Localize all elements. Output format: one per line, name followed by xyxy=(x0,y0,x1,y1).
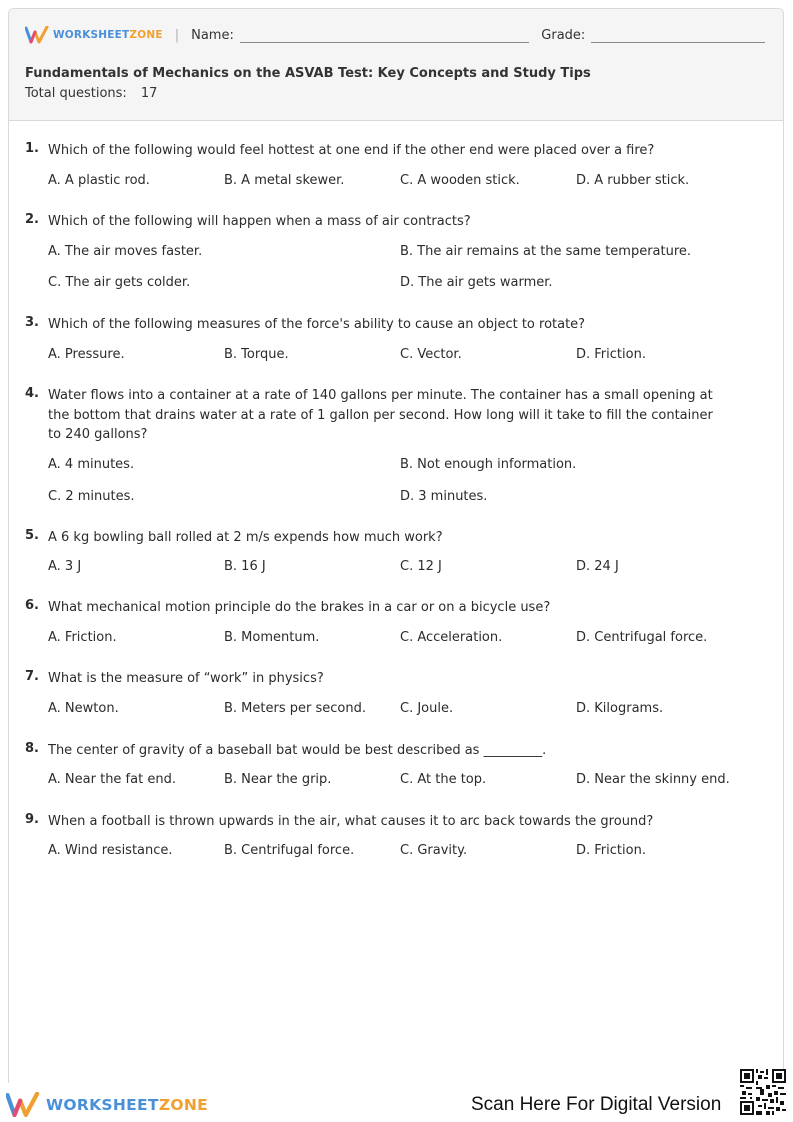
option-c[interactable]: C. 2 minutes. xyxy=(48,488,135,504)
name-field[interactable] xyxy=(240,28,529,43)
question-text: The center of gravity of a baseball bat would be best described as _________. xyxy=(48,743,547,758)
question-text: Water flows into a container at a rate of 140 gallons per minute. The container has a small opening at the bottom that drains water at a rate of 1 gallon per second. How long will it take to fill the container to 240 gallons? xyxy=(48,388,713,442)
brand-worksheet-text: WORKSHEET xyxy=(53,29,130,41)
option-b[interactable]: B. Momentum. xyxy=(224,629,320,645)
question-text: Which of the following measures of the force's ability to cause an object to rotate? xyxy=(48,317,586,332)
option-d[interactable]: D. A rubber stick. xyxy=(576,172,690,188)
question-text: What is the measure of “work” in physics? xyxy=(48,671,324,686)
option-c[interactable]: C. 12 J xyxy=(400,558,442,574)
question-number: 4. xyxy=(25,386,39,401)
option-c[interactable]: C. The air gets colder. xyxy=(48,274,191,290)
question-5 xyxy=(21,528,751,579)
question-number: 7. xyxy=(25,669,39,684)
option-d[interactable]: D. Friction. xyxy=(576,346,646,362)
question-number: 5. xyxy=(25,528,39,543)
brand-worksheet-text: WORKSHEET xyxy=(46,1096,159,1114)
question-7 xyxy=(21,669,751,721)
grade-field[interactable] xyxy=(591,28,765,43)
option-c[interactable]: C. Vector. xyxy=(400,346,462,362)
option-d[interactable]: D. Centrifugal force. xyxy=(576,629,708,645)
answer-options xyxy=(48,173,751,193)
worksheet-header xyxy=(9,9,783,121)
option-a[interactable]: A. The air moves faster. xyxy=(48,243,203,259)
option-d[interactable]: D. 3 minutes. xyxy=(400,488,488,504)
question-number: 8. xyxy=(25,741,39,756)
question-number: 3. xyxy=(25,315,39,330)
option-b[interactable]: B. Near the grip. xyxy=(224,771,332,787)
brand-zone-text: ZONE xyxy=(129,29,163,41)
question-number: 6. xyxy=(25,598,39,613)
option-d[interactable]: D. Kilograms. xyxy=(576,700,664,716)
option-a[interactable]: A. Pressure. xyxy=(48,346,125,362)
option-a[interactable]: A. Friction. xyxy=(48,629,117,645)
option-b[interactable]: B. A metal skewer. xyxy=(224,172,345,188)
option-c[interactable]: C. At the top. xyxy=(400,771,487,787)
answer-options xyxy=(48,772,751,792)
brand-name xyxy=(53,29,163,41)
name-label: Name: xyxy=(191,27,234,43)
question-number: 2. xyxy=(25,212,39,227)
question-text: What mechanical motion principle do the brakes in a car or on a bicycle use? xyxy=(48,600,551,615)
answer-options xyxy=(48,489,751,509)
question-8 xyxy=(21,741,751,792)
answer-options xyxy=(48,347,751,367)
question-text: When a football is thrown upwards in the air, what causes it to arc back towards the ground? xyxy=(48,814,654,829)
option-d[interactable]: D. Friction. xyxy=(576,842,646,858)
answer-options xyxy=(48,457,751,477)
qr-code-icon[interactable] xyxy=(740,1069,786,1115)
answer-options xyxy=(48,843,751,863)
answer-options xyxy=(48,559,751,579)
option-c[interactable]: C. Joule. xyxy=(400,700,454,716)
answer-options xyxy=(48,630,751,650)
option-c[interactable]: C. A wooden stick. xyxy=(400,172,520,188)
header-divider: | xyxy=(174,27,180,43)
total-questions xyxy=(25,86,157,101)
total-value: 17 xyxy=(140,86,158,101)
option-b[interactable]: B. Meters per second. xyxy=(224,700,366,716)
question-text: Which of the following would feel hottest at one end if the other end were placed over a fire? xyxy=(48,143,655,158)
question-number: 9. xyxy=(25,812,39,827)
worksheetzone-w-logo-icon xyxy=(6,1092,40,1118)
option-a[interactable]: A. Near the fat end. xyxy=(48,771,176,787)
footer-brand-name xyxy=(46,1096,208,1114)
option-d[interactable]: D. Near the skinny end. xyxy=(576,771,730,787)
option-a[interactable]: A. 4 minutes. xyxy=(48,456,135,472)
worksheet-title: Fundamentals of Mechanics on the ASVAB Test: Key Concepts and Study Tips xyxy=(25,66,591,81)
option-b[interactable]: B. The air remains at the same temperature. xyxy=(400,243,692,259)
total-label: Total questions: xyxy=(25,86,127,101)
question-3 xyxy=(21,315,751,367)
option-d[interactable]: D. The air gets warmer. xyxy=(400,274,553,290)
grade-label: Grade: xyxy=(541,27,586,43)
option-b[interactable]: B. Centrifugal force. xyxy=(224,842,355,858)
option-d[interactable]: D. 24 J xyxy=(576,558,619,574)
header-row xyxy=(25,25,765,45)
question-9 xyxy=(21,812,751,863)
question-4 xyxy=(21,386,751,509)
worksheetzone-w-logo-icon xyxy=(25,26,49,44)
option-a[interactable]: A. 3 J xyxy=(48,558,82,574)
question-2 xyxy=(21,212,751,295)
header-logo xyxy=(25,26,163,44)
answer-options xyxy=(48,244,751,264)
option-a[interactable]: A. Wind resistance. xyxy=(48,842,173,858)
question-6 xyxy=(21,598,751,650)
question-1 xyxy=(21,141,751,193)
option-c[interactable]: C. Acceleration. xyxy=(400,629,503,645)
footer-logo xyxy=(6,1092,208,1118)
answer-options xyxy=(48,701,751,721)
option-b[interactable]: B. Torque. xyxy=(224,346,289,362)
scan-prompt: Scan Here For Digital Version xyxy=(471,1094,722,1115)
question-text: Which of the following will happen when a mass of air contracts? xyxy=(48,214,471,229)
option-a[interactable]: A. Newton. xyxy=(48,700,119,716)
question-number: 1. xyxy=(25,141,39,156)
option-c[interactable]: C. Gravity. xyxy=(400,842,468,858)
option-b[interactable]: B. Not enough information. xyxy=(400,456,577,472)
option-a[interactable]: A. A plastic rod. xyxy=(48,172,150,188)
answer-options xyxy=(48,275,751,295)
brand-zone-text: ZONE xyxy=(158,1096,208,1114)
option-b[interactable]: B. 16 J xyxy=(224,558,266,574)
question-text: A 6 kg bowling ball rolled at 2 m/s expends how much work? xyxy=(48,530,443,545)
